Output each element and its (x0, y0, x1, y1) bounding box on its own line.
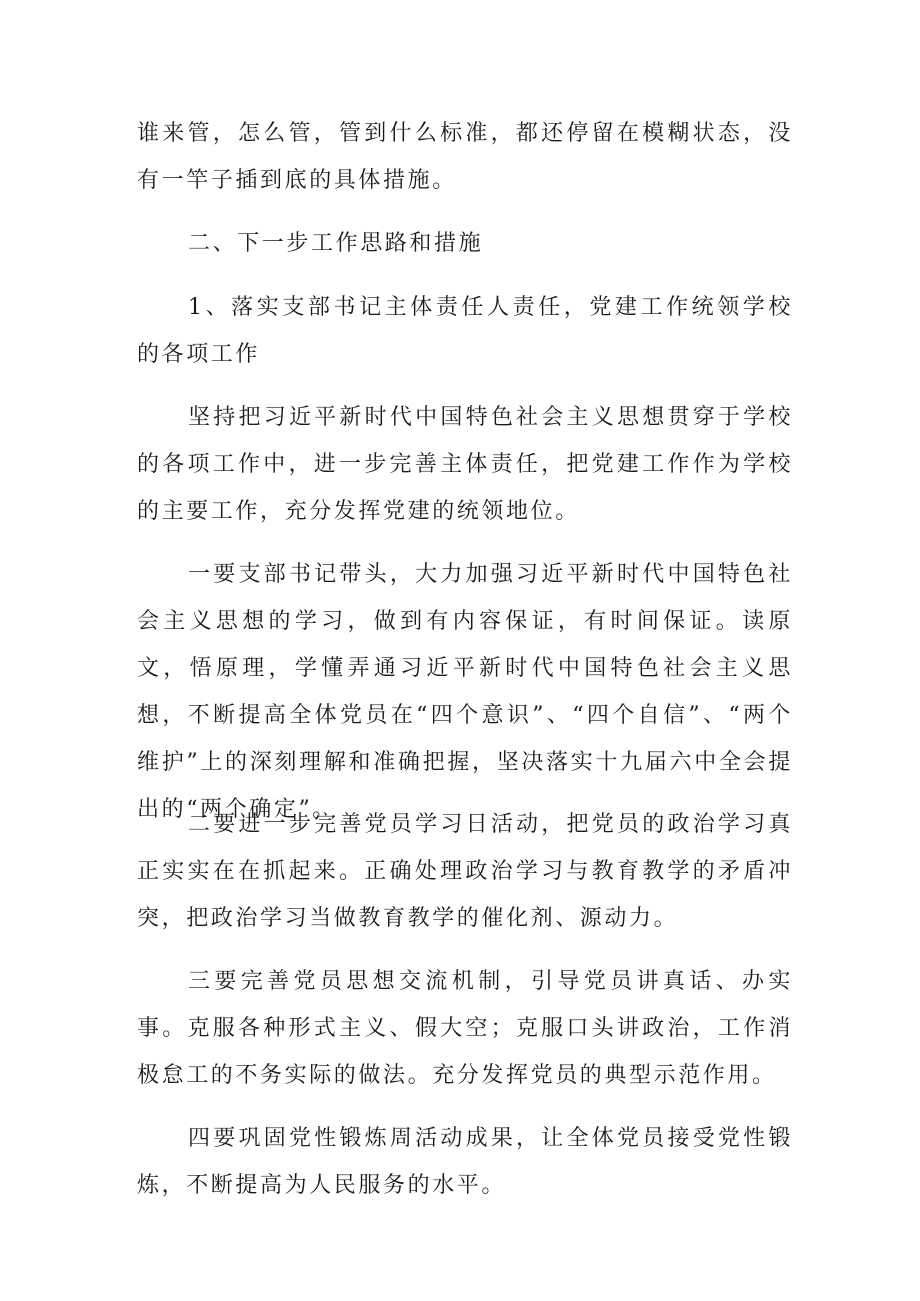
paragraph: 坚持把习近平新时代中国特色社会主义思想贯穿于学校的各项工作中，进一步完善主体责任，把党建工作作为学校的主要工作，充分发挥党建的统领地位。 (137, 405, 793, 524)
paragraph: 三要完善党员思想交流机制，引导党员讲真话、办实事。克服各种形式主义、假大空；克服口头讲政治，工作消极怠工的不务实际的做法。充分发挥党员的典型示范作用。 (137, 969, 793, 1088)
subsection-heading: 1、落实支部书记主体责任人责任，党建工作统领学校的各项工作 (137, 295, 793, 367)
paragraph-continuation: 谁来管，怎么管，管到什么标准，都还停留在模糊状态，没有一竿子插到底的具体措施。 (137, 121, 793, 193)
paragraph: 二要进一步完善党员学习日活动，把党员的政治学习真正实实在在抓起来。正确处理政治学习与教育教学的矛盾冲突，把政治学习当做教育教学的催化剂、源动力。 (137, 812, 793, 931)
section-heading: 二、下一步工作思路和措施 (188, 231, 484, 256)
paragraph: 四要巩固党性锻炼周活动成果，让全体党员接受党性锻炼，不断提高为人民服务的水平。 (137, 1126, 793, 1198)
paragraph: 一要支部书记带头，大力加强习近平新时代中国特色社会主义思想的学习，做到有内容保证，有时间保证。读原文，悟原理，学懂弄通习近平新时代中国特色社会主义思想，不断提高全体党员在“四个意识”、“四个自信”、“两个维护”上的深刻理解和准确把握，坚决落实十九届六中全会提出的“两个确定”。 (137, 562, 793, 822)
